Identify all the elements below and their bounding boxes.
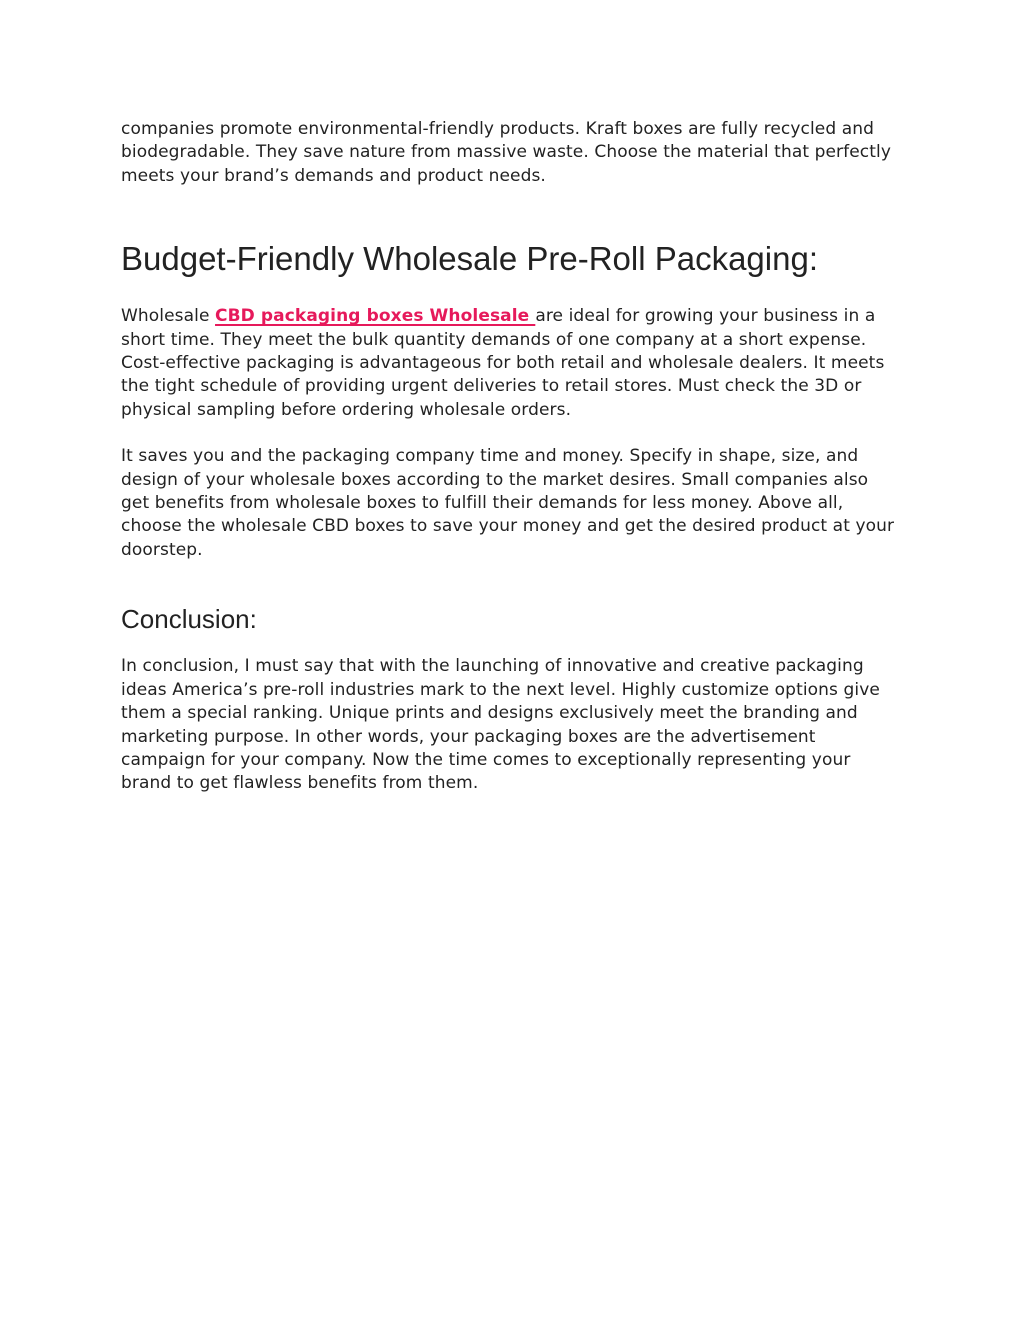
wholesale-paragraph-prefix: Wholesale (121, 306, 216, 327)
savings-paragraph: It saves you and the packaging company time and money. Specify in shape, size, and design of your wholesale boxes according to the market desires. Small companies also get benefits from wholesale boxes to fulfill their demands for less money. Above all, choose the wholesale CBD boxes to save your money and get the desired product at your doorstep. (121, 446, 895, 560)
wholesale-paragraph-suffix: are ideal for growing your business in a short time. They meet the bulk quantity demands of one company at a short expense. Cost-effective packaging is advantageous for both retail and wholesale dealers. It meets the tight schedule of providing urgent deliveries to retail stores. Must check the 3D or physical sampling before ordering wholesale orders. (121, 306, 885, 420)
conclusion-heading: Conclusion: (121, 604, 257, 635)
wholesale-paragraph (121, 305, 901, 422)
document-page (121, 118, 901, 796)
cbd-packaging-boxes-link[interactable]: CBD packaging boxes Wholesale (215, 306, 536, 327)
budget-section-heading: Budget-Friendly Wholesale Pre-Roll Packaging: (121, 240, 818, 278)
intro-paragraph: companies promote environmental-friendly products. Kraft boxes are fully recycled and biodegradable. They save nature from massive waste. Choose the material that perfectly meets your brand’s demands and product needs. (121, 119, 891, 186)
conclusion-paragraph: In conclusion, I must say that with the launching of innovative and creative packaging ideas America’s pre-roll industries mark to the next level. Highly customize options give them a special ranking. Unique prints and designs exclusively meet the branding and marketing purpose. In other words, your packaging boxes are the advertisement campaign for your company. Now the time comes to exceptionally representing your brand to get flawless benefits from them. (121, 656, 880, 794)
